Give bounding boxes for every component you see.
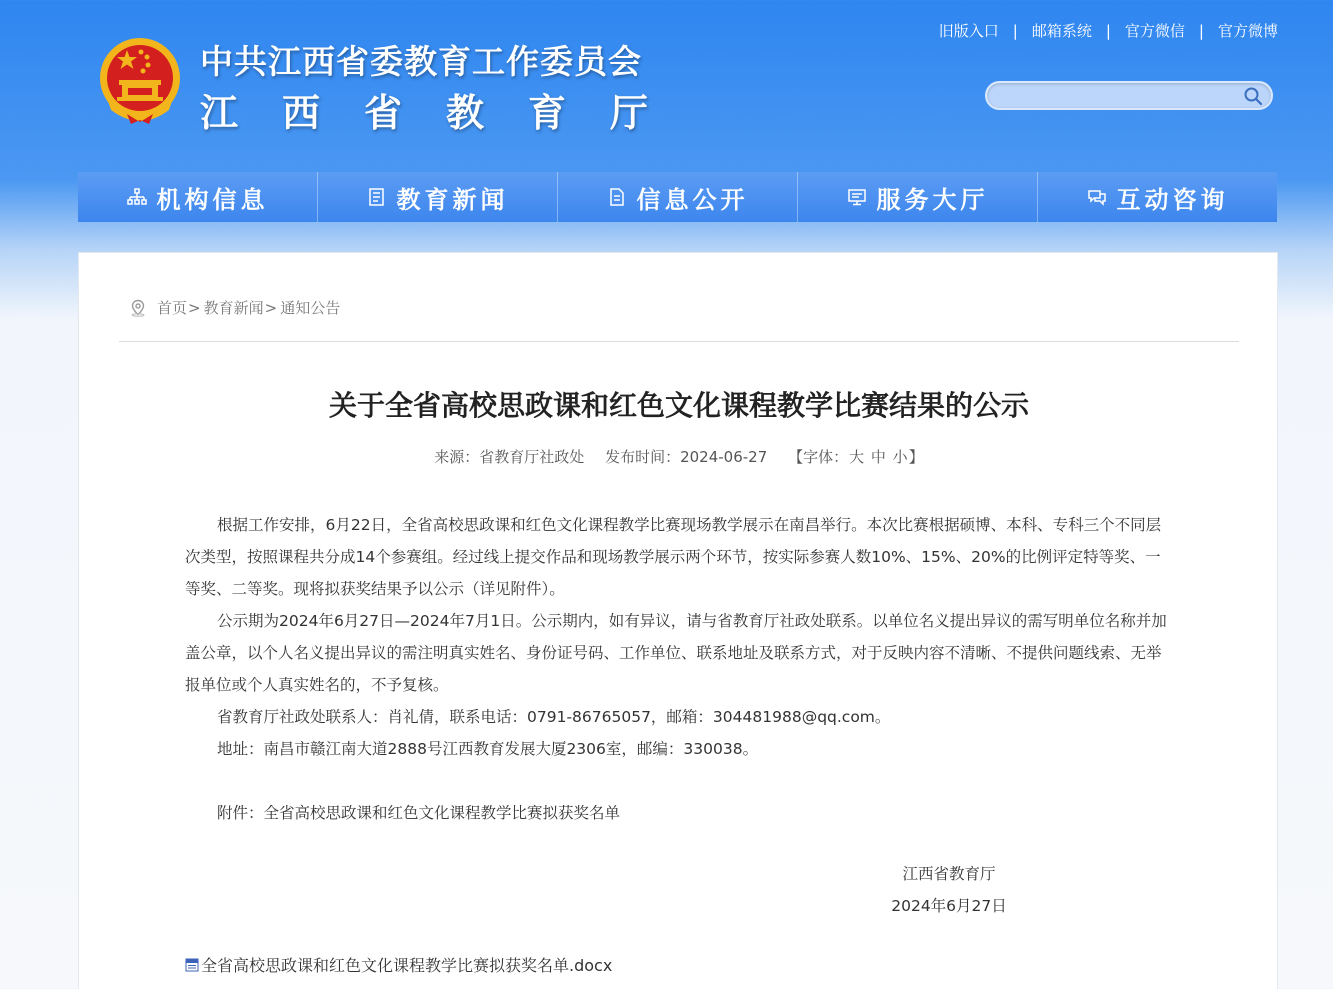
monitor-icon	[847, 187, 867, 207]
article-source: 来源：省教育厅社政处	[434, 448, 585, 466]
breadcrumb-notice[interactable]: 通知公告	[280, 299, 341, 317]
location-pin-icon	[129, 299, 147, 317]
nav-item-edu-news[interactable]	[318, 172, 558, 222]
signature-date: 2024年6月27日	[891, 897, 1007, 915]
font-size-label-close: 】	[908, 448, 924, 466]
article-panel	[78, 252, 1278, 989]
signature-block	[859, 858, 1039, 922]
article-title: 关于全省高校思政课和红色文化课程教学比赛结果的公示	[328, 389, 1029, 422]
nav-label: 教育新闻	[396, 185, 509, 214]
dept-name: 江西省教育厅	[200, 91, 693, 135]
nav-label: 互动咨询	[1116, 185, 1229, 214]
article-meta	[79, 446, 1279, 467]
top-links	[939, 20, 1278, 41]
official-weibo-link[interactable]: 官方微博	[1217, 22, 1278, 40]
org-chart-icon	[127, 187, 147, 207]
breadcrumb-home[interactable]: 首页	[157, 299, 188, 317]
nav-item-org-info[interactable]	[78, 172, 318, 222]
attachment-file-name: 全省高校思政课和红色文化课程教学比赛拟获奖名单.docx	[201, 956, 613, 975]
article-paragraph: 地址：南昌市赣江南大道2888号江西教育发展大厦2306室，邮编：330038。	[217, 740, 759, 758]
mail-system-link[interactable]: 邮箱系统	[1031, 22, 1092, 40]
divider	[119, 341, 1239, 342]
org-name: 中共江西省委教育工作委员会	[200, 42, 642, 81]
link-separator: |	[1105, 21, 1111, 40]
official-wechat-link[interactable]: 官方微信	[1124, 22, 1185, 40]
article-body	[185, 509, 1175, 829]
article-paragraph: 根据工作安排，6月22日，全省高校思政课和红色文化课程教学比赛现场教学展示在南昌举行。本次比赛根据硕博、本科、专科三个不同层次类型，按照课程共分成14个参赛组。经过线上提交作品和现场教学展示两个环节，按实际参赛人数10%、15%、20%的比例评定特等奖、一等奖、二等奖。现将拟获奖结果予以公示（详见附件）。	[185, 516, 1162, 598]
word-document-icon	[185, 958, 199, 972]
national-emblem-icon	[97, 36, 183, 126]
nav-item-interactive-consult[interactable]	[1038, 172, 1277, 222]
breadcrumb-separator: >	[264, 298, 278, 317]
nav-label: 机构信息	[156, 185, 269, 214]
old-version-link[interactable]: 旧版入口	[938, 22, 999, 40]
search-input[interactable]	[999, 86, 1239, 106]
site-header	[0, 0, 1333, 170]
font-large-link[interactable]: 大	[849, 448, 865, 466]
attachment-note: 附件：全省高校思政课和红色文化课程教学比赛拟获奖名单	[217, 804, 621, 822]
link-separator: |	[1198, 21, 1204, 40]
nav-item-info-public[interactable]	[558, 172, 798, 222]
blank-line	[185, 765, 1175, 797]
signature-org: 江西省教育厅	[902, 865, 996, 883]
breadcrumb	[129, 297, 340, 318]
article-paragraph: 省教育厅社政处联系人：肖礼倩，联系电话：0791-86765057，邮箱：304481988@qq.com。	[217, 708, 891, 726]
font-small-link[interactable]: 小	[892, 448, 908, 466]
font-size-label-open: 【字体：	[788, 448, 849, 466]
nav-label: 信息公开	[636, 185, 749, 214]
nav-item-service-hall[interactable]	[798, 172, 1038, 222]
chat-icon	[1087, 187, 1107, 207]
article-paragraph: 公示期为2024年6月27日—2024年7月1日。公示期内，如有异议，请与省教育厅社政处联系。以单位名义提出异议的需写明单位名称并加盖公章，以个人名义提出异议的需注明真实姓名、身份证号码、工作单位、联系地址及联系方式，对于反映内容不清晰、不提供问题线索、无举报单位或个人真实姓名的，不予复核。	[185, 612, 1167, 694]
search-icon[interactable]	[1243, 86, 1263, 106]
search-box	[985, 81, 1273, 110]
link-separator: |	[1012, 21, 1018, 40]
news-icon	[367, 187, 387, 207]
font-medium-link[interactable]: 中	[870, 448, 886, 466]
breadcrumb-separator: >	[188, 298, 201, 317]
main-nav	[78, 172, 1277, 222]
font-size-switcher	[788, 448, 924, 466]
nav-label: 服务大厅	[876, 185, 989, 214]
breadcrumb-edu-news[interactable]: 教育新闻	[203, 299, 264, 317]
attachment-file-link[interactable]	[185, 953, 612, 976]
article-date: 发布时间：2024-06-27	[605, 448, 768, 466]
document-icon	[607, 187, 627, 207]
